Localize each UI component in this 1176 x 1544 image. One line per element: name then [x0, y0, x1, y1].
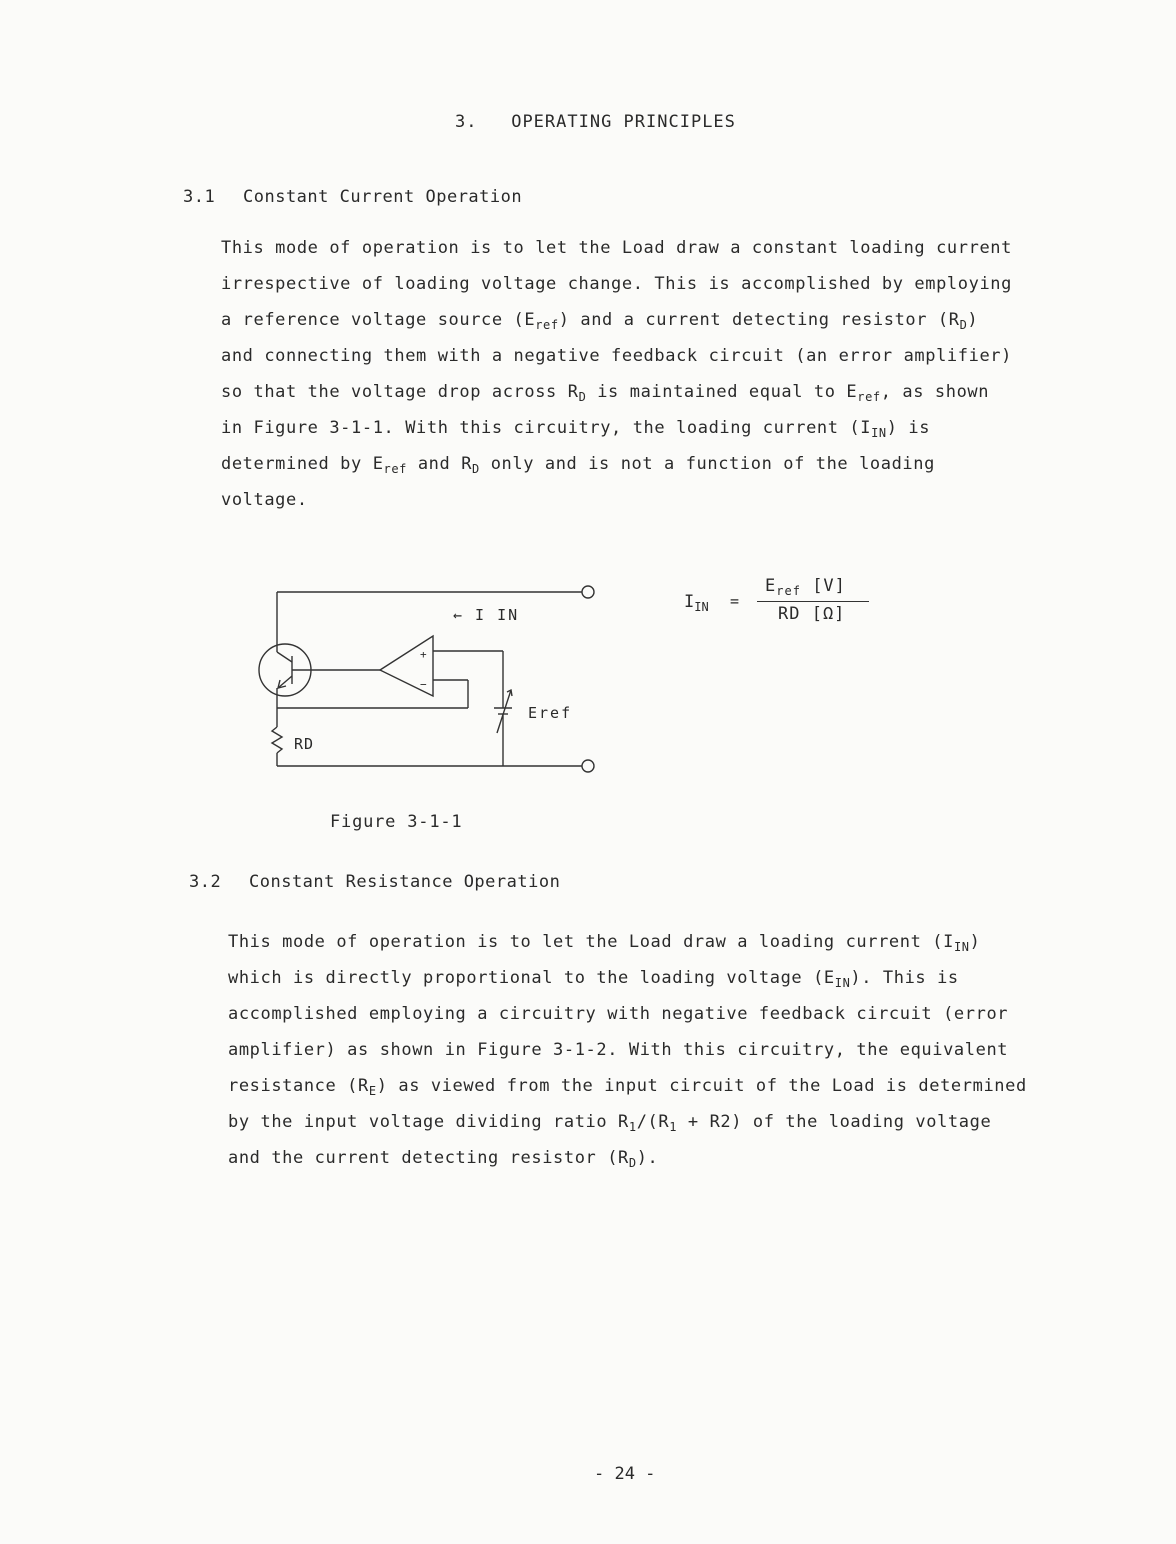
paragraph-line: and connecting them with a negative feedback circuit (an error amplifier) [221, 346, 1012, 366]
paragraph-line: a reference voltage source $(E_{ref})$ and a current detecting resistor $(R_D)$ [221, 310, 979, 332]
paragraph-line: voltage. [221, 490, 308, 510]
subscript: IN [953, 940, 970, 954]
section1-paragraph [221, 230, 1012, 518]
section-title: Constant Current Operation [243, 187, 523, 207]
paragraph-line: resistance $(R_E)$ as viewed from the input circuit of the Load is determined [228, 1076, 1027, 1098]
resistor-rd [272, 727, 282, 753]
figure-3-1-1-circuit [250, 570, 610, 785]
subscript: ref [383, 462, 408, 476]
formula-fraction-bar [757, 601, 869, 602]
subscript: 1 [628, 1120, 637, 1134]
terminal-top [582, 586, 594, 598]
subscript: D [578, 390, 587, 404]
subscript: E [368, 1084, 377, 1098]
eref-label: Eref [528, 704, 573, 722]
figure-caption: Figure 3-1-1 [330, 812, 463, 832]
section-number: 3.1 [183, 187, 216, 207]
formula-equals: = [730, 592, 740, 610]
formula-denominator: RD [Ω] [778, 604, 846, 624]
formula-unit-v: [V] [812, 576, 846, 596]
paragraph-line: amplifier) as shown in Figure 3-1-2. With this circuitry, the equivalent [228, 1040, 1009, 1060]
subscript: D [628, 1156, 637, 1170]
section-heading-3-2 [189, 872, 560, 892]
chapter-title: OPERATING PRINCIPLES [511, 112, 736, 132]
subscript: D [472, 462, 480, 476]
subscript: IN [871, 426, 887, 440]
formula-e: E [765, 576, 777, 596]
paragraph-line: determined by $E_{ref}$ and $R_D$ only and is not a function of the loading [221, 454, 935, 476]
terminal-bottom [582, 760, 594, 772]
amp-minus-sign: − [420, 678, 427, 691]
section-heading-3-1 [183, 187, 522, 207]
transistor-collector [277, 652, 292, 662]
paragraph-line: which is directly proportional to the loading voltage $(E_{IN})$. This is [228, 968, 959, 990]
paragraph-line: accomplished employing a circuitry with negative feedback circuit (error [228, 1004, 1009, 1024]
formula-i-sub: IN [694, 600, 709, 614]
subscript: 1 [669, 1120, 678, 1134]
subscript: IN [834, 976, 851, 990]
chapter-heading [455, 112, 736, 132]
formula-numerator [765, 576, 846, 598]
iin-label: ← I IN [453, 606, 520, 624]
subscript: ref [857, 390, 881, 404]
section-number: 3.2 [189, 872, 222, 892]
paragraph-line: by the input voltage dividing ratio $R_1/(R_1 + R2)$ of the loading voltage [228, 1112, 992, 1134]
paragraph-line: in Figure 3-1-1. With this circuitry, the loading current $(I_{IN})$ is [221, 418, 931, 440]
paragraph-line: and the current detecting resistor $(R_D)$. [228, 1148, 659, 1170]
section-title: Constant Resistance Operation [249, 872, 561, 892]
formula-e-sub: ref [776, 584, 801, 598]
formula-lhs [684, 592, 709, 614]
rd-label: RD [294, 735, 315, 753]
paragraph-line: This mode of operation is to let the Load draw a loading current $(I_{IN})$ [228, 932, 981, 954]
subscript: ref [535, 318, 559, 332]
paragraph-line: irrespective of loading voltage change. This is accomplished by employing [221, 274, 1012, 294]
amp-plus-sign: + [420, 648, 427, 661]
chapter-number: 3. [455, 112, 478, 132]
section2-paragraph [228, 924, 1027, 1176]
formula-i: I [684, 592, 695, 612]
page-number: - 24 - [594, 1464, 656, 1484]
paragraph-line: so that the voltage drop across $R_D$ is maintained equal to $E_{ref}$, as shown [221, 382, 990, 404]
paragraph-line: This mode of operation is to let the Load draw a constant loading current [221, 238, 1012, 258]
eref-adjust-arrow [497, 690, 511, 733]
subscript: D [959, 318, 968, 332]
